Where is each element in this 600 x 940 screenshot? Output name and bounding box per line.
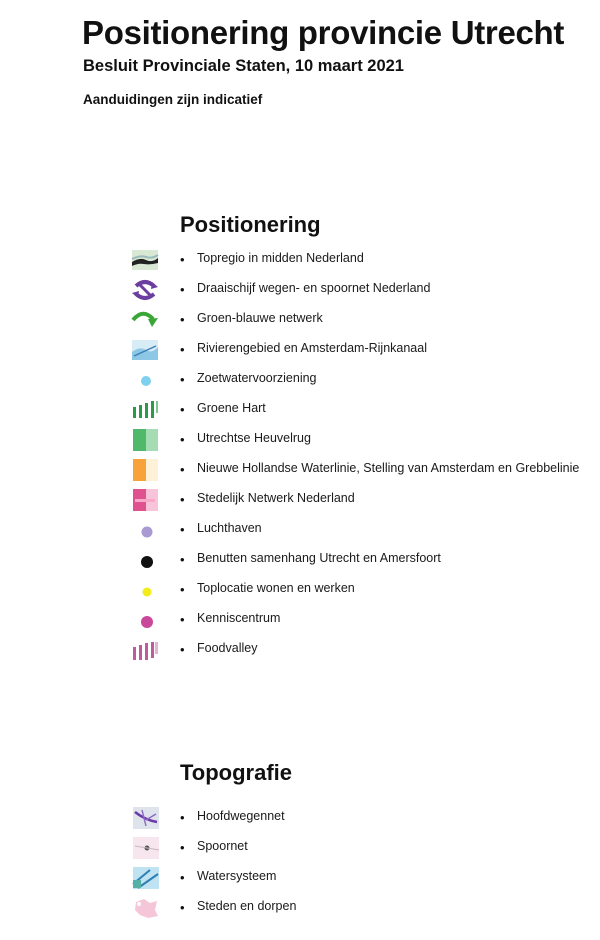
legend-item: • Stedelijk Netwerk Nederland	[0, 488, 600, 512]
pink-block-icon	[130, 488, 160, 512]
green-block-icon	[130, 428, 160, 452]
green-stripes-icon	[130, 398, 160, 422]
legend-label: Foodvalley	[197, 641, 258, 655]
legend-item: • Groen-blauwe netwerk	[0, 308, 600, 332]
legend-item: • Groene Hart	[0, 398, 600, 422]
legend-item: • Nieuwe Hollandse Waterlinie, Stelling van Amsterdam en Grebbelinie	[0, 458, 600, 482]
legend-item: • Steden en dorpen	[0, 896, 600, 920]
legend-item: • Utrechtse Heuvelrug	[0, 428, 600, 452]
black-dot-icon	[130, 548, 160, 572]
legend-label: Groene Hart	[197, 401, 266, 415]
legend-label: Hoofdwegennet	[197, 809, 285, 823]
legend-item: • Draaischijf wegen- en spoornet Nederland	[0, 278, 600, 302]
light-blue-dot-icon	[130, 368, 160, 392]
page-title: Positionering provincie Utrecht	[82, 14, 565, 51]
turntable-arrows-icon	[130, 278, 160, 302]
water-system-icon	[130, 866, 160, 890]
legend-item: • Luchthaven	[0, 518, 600, 542]
legend-item: • Foodvalley	[0, 638, 600, 662]
legend-item: • Kenniscentrum	[0, 608, 600, 632]
legend-item: • Rivierengebied en Amsterdam-Rijnkanaal	[0, 338, 600, 362]
section-heading-topografie: Topografie	[180, 760, 293, 785]
legend-item: • Benutten samenhang Utrecht en Amersfoort	[0, 548, 600, 572]
legend-label: Topregio in midden Nederland	[197, 251, 364, 265]
main-roads-icon	[130, 806, 160, 830]
legend-item: • Hoofdwegennet	[0, 806, 600, 830]
railway-icon	[130, 836, 160, 860]
legend-item: • Toplocatie wonen en werken	[0, 578, 600, 602]
legend-label: Stedelijk Netwerk Nederland	[197, 491, 355, 505]
legend-item: • Spoornet	[0, 836, 600, 860]
legend-label: Spoornet	[197, 839, 248, 853]
legend-item: • Topregio in midden Nederland	[0, 248, 600, 272]
legend-label: Steden en dorpen	[197, 899, 297, 913]
legend-item: • Watersysteem	[0, 866, 600, 890]
legend-label: Kenniscentrum	[197, 611, 281, 625]
page-subtitle: Besluit Provinciale Staten, 10 maart 2021	[83, 57, 404, 75]
legend-label: Rivierengebied en Amsterdam-Rijnkanaal	[197, 341, 427, 355]
green-arc-arrow-icon	[130, 308, 160, 332]
section-heading-positionering: Positionering	[180, 212, 321, 237]
legend-item: • Zoetwatervoorziening	[0, 368, 600, 392]
legend-label: Toplocatie wonen en werken	[197, 581, 355, 595]
legend-label: Nieuwe Hollandse Waterlinie, Stelling van Amsterdam en Grebbelinie	[197, 461, 580, 475]
magenta-dot-icon	[130, 608, 160, 632]
legend-label: Draaischijf wegen- en spoornet Nederland	[197, 281, 431, 295]
river-area-icon	[130, 338, 160, 362]
top-region-icon	[130, 248, 160, 272]
legend-label: Groen-blauwe netwerk	[197, 311, 323, 325]
pink-stripes-icon	[130, 638, 160, 662]
lavender-dot-icon	[130, 518, 160, 542]
legend-label: Zoetwatervoorziening	[197, 371, 317, 385]
towns-icon	[130, 896, 160, 920]
legend-label: Benutten samenhang Utrecht en Amersfoort	[197, 551, 441, 565]
orange-block-icon	[130, 458, 160, 482]
yellow-dot-icon	[130, 578, 160, 602]
indicative-note: Aanduidingen zijn indicatief	[83, 92, 263, 107]
legend-label: Watersysteem	[197, 869, 277, 883]
legend-label: Utrechtse Heuvelrug	[197, 431, 311, 445]
legend-label: Luchthaven	[197, 521, 262, 535]
